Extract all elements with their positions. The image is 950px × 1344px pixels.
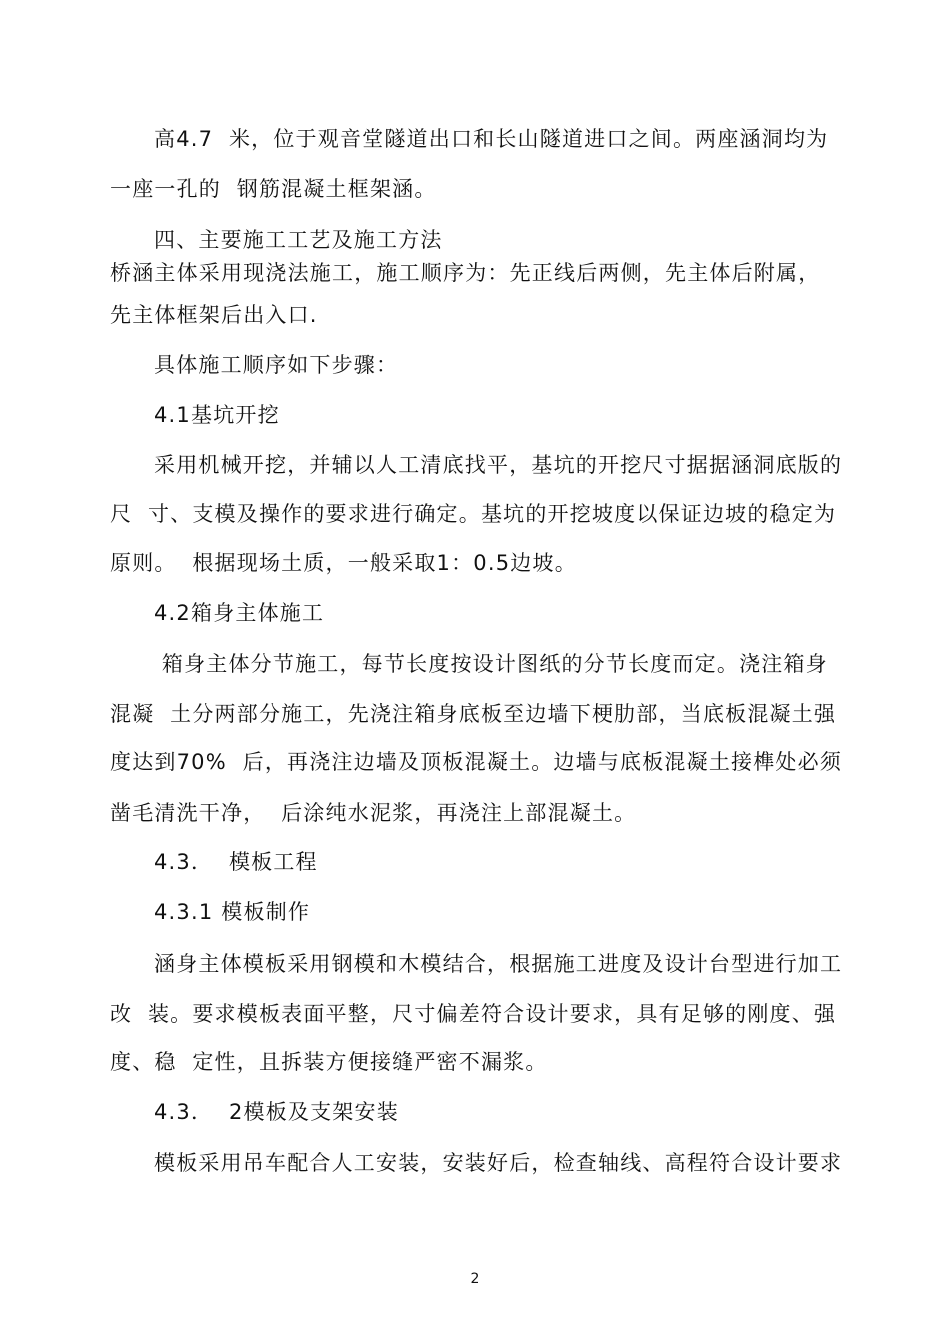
subsection-heading: 4.1基坑开挖 — [154, 403, 280, 427]
subsection-heading: 4.3． 2模板及支架安装 — [154, 1100, 399, 1124]
section-heading: 四、主要施工工艺及施工方法 — [154, 228, 443, 252]
paragraph-line: 一座一孔的 钢筋混凝土框架涵。 — [110, 177, 437, 201]
paragraph-line: 具体施工顺序如下步骤： — [154, 353, 399, 377]
paragraph-line: 涵身主体模板采用钢模和木模结合，根据施工进度及设计台型进行加工 — [154, 952, 843, 976]
paragraph-line: 度、稳 定性，且拆装方便接缝严密不漏浆。 — [110, 1050, 548, 1074]
subsection-heading: 4.3． 模板工程 — [154, 850, 318, 874]
paragraph-line: 桥涵主体采用现浇法施工，施工顺序为：先正线后两侧，先主体后附属， — [110, 261, 821, 285]
paragraph-line: 改 装。要求模板表面平整，尺寸偏差符合设计要求，具有足够的刚度、强 — [110, 1002, 837, 1026]
paragraph-line: 模板采用吊车配合人工安装，安装好后，检查轴线、高程符合设计要求 — [154, 1151, 843, 1175]
subsection-heading: 4.2箱身主体施工 — [154, 601, 325, 625]
paragraph-line: 凿毛清洗干净， 后涂纯水泥浆，再浇注上部混凝土。 — [110, 801, 637, 825]
paragraph-line: 混凝 土分两部分施工，先浇注箱身底板至边墙下梗肋部，当底板混凝土强 — [110, 702, 837, 726]
paragraph-line: 度达到70% 后，再浇注边墙及顶板混凝土。边墙与底板混凝土接榫处必须 — [110, 750, 843, 774]
paragraph-line: 高4.7 米，位于观音堂隧道出口和长山隧道进口之间。两座涵洞均为 — [154, 127, 829, 151]
paragraph-line: 箱身主体分节施工，每节长度按设计图纸的分节长度而定。浇注箱身 — [154, 652, 828, 676]
subsection-heading: 4.3.1 模板制作 — [154, 900, 311, 924]
paragraph-line: 原则。 根据现场土质，一般采取1：0.5边坡。 — [110, 551, 577, 575]
page-number: 2 — [470, 1271, 480, 1287]
paragraph-line: 尺 寸、支模及操作的要求进行确定。基坑的开挖坡度以保证边坡的稳定为 — [110, 502, 837, 526]
paragraph-line: 采用机械开挖，并辅以人工清底找平，基坑的开挖尺寸据据涵洞底版的 — [154, 453, 843, 477]
paragraph-line: 先主体框架后出入口. — [110, 303, 318, 327]
